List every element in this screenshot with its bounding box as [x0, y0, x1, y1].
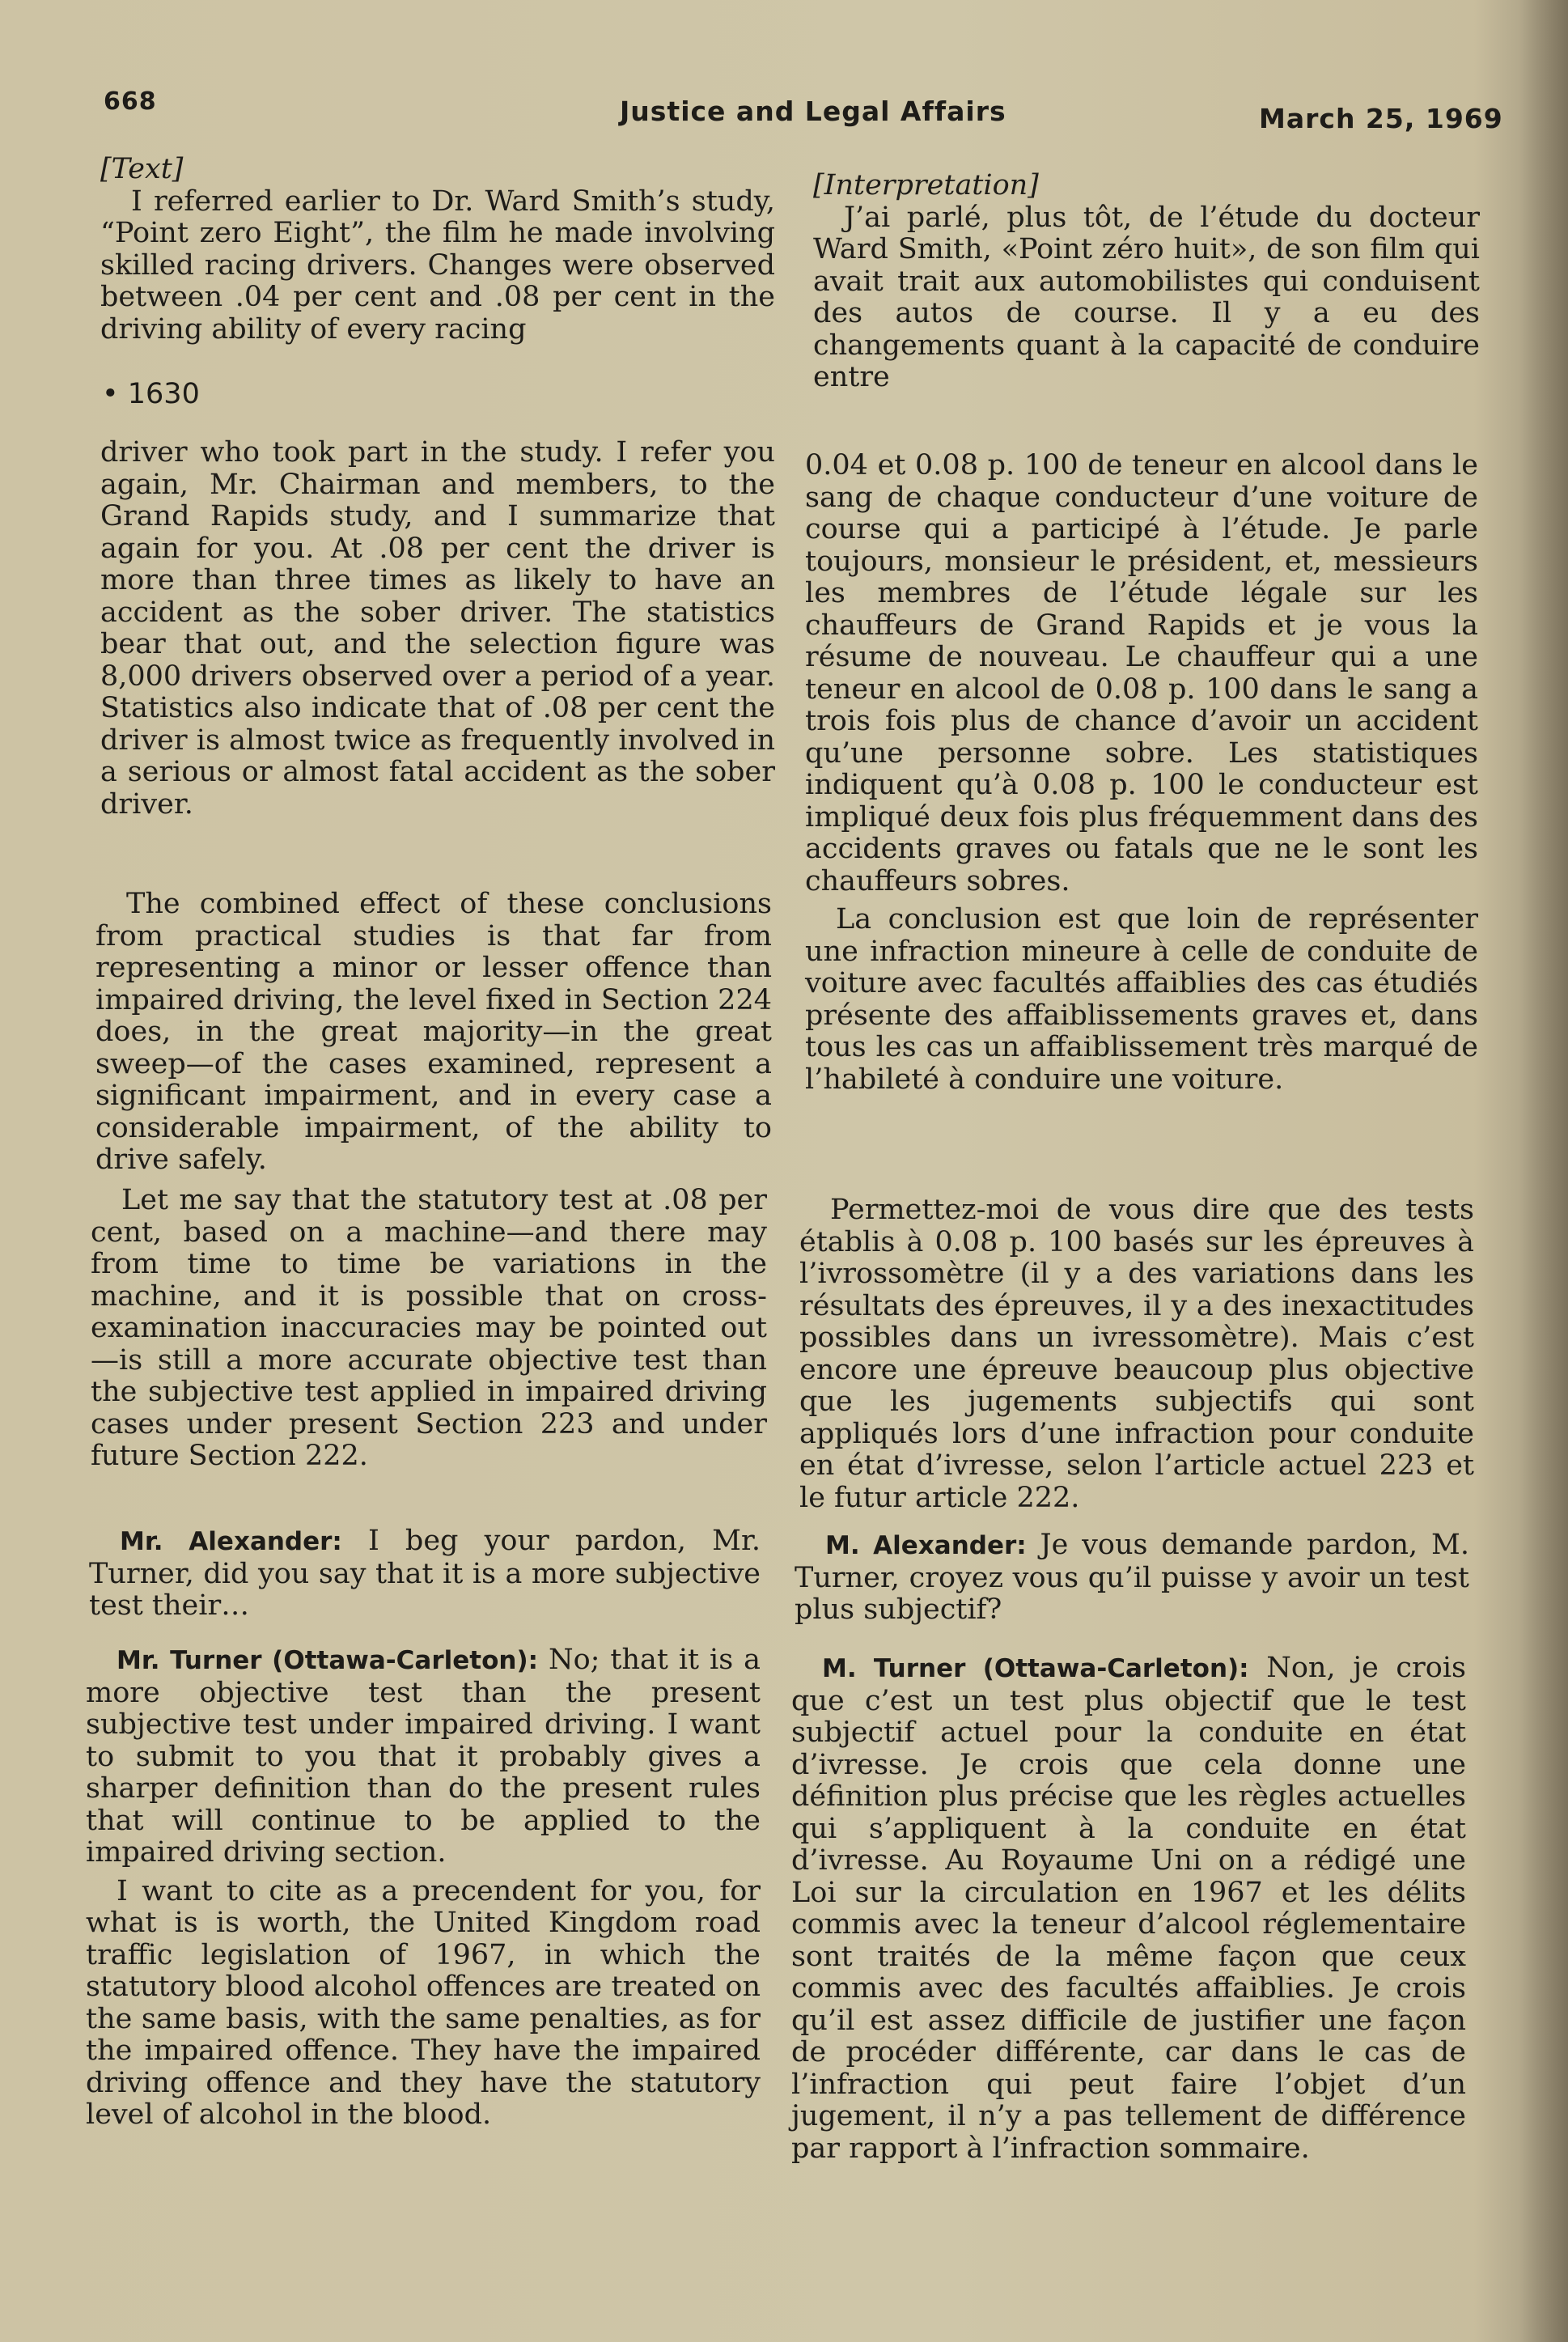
left-block-3 [95, 889, 772, 1177]
speaker-name: Mr. Turner (Ottawa-Carleton): [117, 1646, 539, 1675]
right-speech-alexander [795, 1530, 1469, 1627]
time-marker: • 1630 [102, 378, 200, 410]
right-block-3 [799, 1194, 1474, 1514]
left-paragraph-5: I want to cite as a precendent for you, for what is is worth, the United Kingdom road traffic legislation of 1967, in which the statutory blood alcohol offences are treated on the same basis, with the same penalties, as for the impaired offence. They have the impaired driving offence and they have the statutory level of alcohol in the blood. [86, 1874, 761, 2131]
speech-text: I beg your pardon, Mr. Turner, did you say that it is a more subjective test their… [89, 1525, 761, 1622]
page-number: 668 [104, 87, 157, 116]
left-block-1 [100, 154, 775, 346]
speaker-name: M. Turner (Ottawa-Carleton): [822, 1654, 1249, 1683]
page-date: March 25, 1969 [1259, 103, 1503, 134]
interpretation-label: [Interpretation] [813, 169, 1039, 202]
page-binding-shadow [1519, 0, 1568, 2342]
right-block-5 [791, 1653, 1466, 2165]
left-block-6 [86, 1644, 761, 2132]
left-paragraph-4: Let me say that the statutory test at .08 per cent, based on a machine—and there may from time to time be variations in the machine, and it is possible that on cross-examination inaccuracies may be pointed out—is still a more accurate objective test than the subjective test applied in impaired driving cases under present Section 223 and under future Section 222. [91, 1184, 767, 1472]
left-paragraph-1: I referred earlier to Dr. Ward Smith’s study, “Point zero Eight”, the film he made involving skilled racing drivers. Changes were observed between .04 per cent and .08 per cent in the driving ability of every racing [100, 185, 775, 346]
right-paragraph-4: Permettez-moi de vous dire que des tests établis à 0.08 p. 100 basés sur les épreuves à l’ivrossomètre (il y a des variations dans les résultats des épreuves, il y a des inexactitudes possibles dans un ivressomètre). Mais c’est encore une épreuve beaucoup plus objective que les jugements subjectifs qui sont appliqués lors d’une infraction pour conduite en état d’ivresse, selon l’article actuel 223 et le futur article 222. [799, 1194, 1474, 1514]
right-block-1 [813, 170, 1480, 394]
left-paragraph-2: driver who took part in the study. I refer you again, Mr. Chairman and members, to the Grand Rapids study, and I summarize that again for you. At .08 per cent the driver is more than three times as likely to have an accident as the sober driver. The statistics bear that out, and the selection figure was 8,000 drivers observed over a period of a year. Statistics also indicate that of .08 per cent the driver is almost twice as frequently involved in a serious or almost fatal accident as the sober driver. [100, 436, 775, 821]
running-title: Justice and Legal Affairs [620, 95, 1006, 127]
right-speech-turner [791, 1653, 1466, 2165]
left-speech-turner [86, 1644, 761, 1869]
left-block-5 [89, 1525, 761, 1623]
speech-text: Je vous demande pardon, M. Turner, croyez vous qu’il puisse y avoir un test plus subjectif? [795, 1529, 1469, 1626]
left-paragraph-3: The combined effect of these conclusions from practical studies is that far from representing a minor or lesser offence than impaired driving, the level fixed in Section 224 does, in the great majority—in the great sweep—of the cases examined, represent a significant impairment, and in every case a considerable impairment, of the ability to drive safely. [95, 888, 772, 1176]
text-label: [Text] [100, 153, 184, 185]
left-block-4 [91, 1185, 767, 1473]
right-paragraph-3: La conclusion est que loin de représenter une infraction mineure à celle de conduite de voiture avec facultés affaiblies des cas étudiés présente des affaiblissements graves et, dans tous les cas un affaiblissement très marqué de l’habileté à conduire une voiture. [805, 903, 1478, 1096]
right-block-2 [805, 450, 1478, 1096]
left-speech-alexander [89, 1525, 761, 1623]
right-paragraph-2: 0.04 et 0.08 p. 100 de teneur en alcool dans le sang de chaque conducteur d’une voiture de course qui a participé à l’étude. Je parle toujours, monsieur le président, et, messieurs les membres de l’étude légale sur les chauffeurs de Grand Rapids et je vous la résume de nouveau. Le chauffeur qui a une teneur en alcool de 0.08 p. 100 dans le sang a trois fois plus de chance d’avoir un accident qu’une personne sobre. Les statistiques indiquent qu’à 0.08 p. 100 le conducteur est impliqué deux fois plus fréquemment dans des accidents graves ou fatals que ne le sont les chauffeurs sobres. [805, 449, 1478, 897]
speaker-name: M. Alexander: [825, 1531, 1027, 1560]
speech-text: No; that it is a more objective test than the present subjective test under impaired driving. I want to submit to you that it probably gives a sharper definition than do the present rules that will continue to be applied to the impaired driving section. [86, 1644, 761, 1869]
right-paragraph-1: J’ai parlé, plus tôt, de l’étude du docteur Ward Smith, «Point zéro huit», de son film qui avait trait aux automobilistes qui conduisent des autos de course. Il y a eu des changements quant à la capacité de conduire entre [813, 201, 1480, 393]
speaker-name: Mr. Alexander: [120, 1527, 342, 1556]
right-block-4 [795, 1530, 1469, 1627]
left-block-2 [100, 437, 775, 821]
speech-text: Non, je crois que c’est un test plus objectif que le test subjectif actuel pour la conduite en état d’ivresse. Je crois que cela donne une définition plus précise que les règles actuelles qui s’appliquent à la conduite en état d’ivresse. Au Royaume Uni on a rédigé une Loi sur la circulation en 1967 et les délits commis avec la teneur d’alcool réglementaire sont traités de la même façon que ceux commis avec des facultés affaiblies. Je crois qu’il est assez difficile de justifier une façon de procéder différente, car dans le cas de l’infraction qui peut faire l’objet d’un jugement, il n’y a pas tellement de différence par rapport à l’infraction sommaire. [791, 1652, 1466, 2165]
